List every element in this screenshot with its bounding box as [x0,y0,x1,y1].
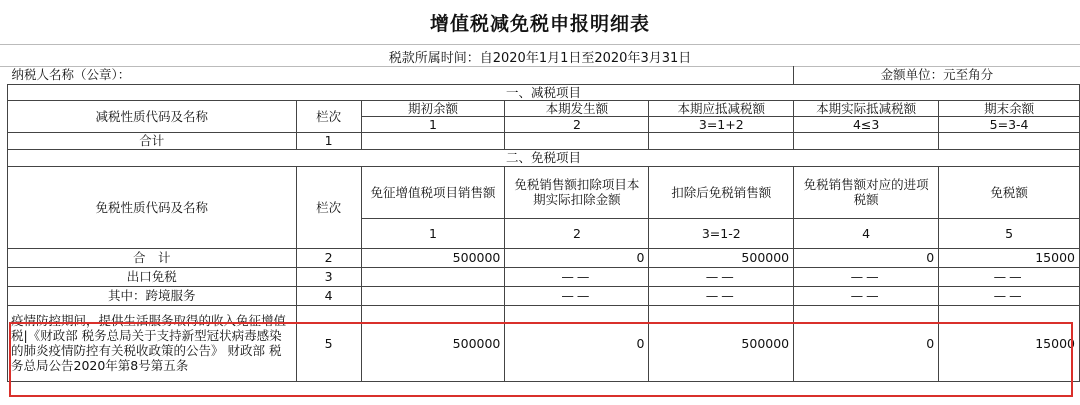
unit-label: 金额单位：元至角分 [794,66,1080,84]
table-row [8,267,1080,286]
row-label: 出口免税 [8,267,297,286]
cell-value: 0 [794,305,939,381]
s1-col-number: 3=1+2 [649,116,794,132]
s1-col-number: 2 [505,116,649,132]
cell-value: —— [505,267,649,286]
cell-value: 500000 [361,305,505,381]
tax-period: 税款所属时间：自2020年1月1日至2020年3月31日 [0,44,1080,67]
s2-col-header: 免税额 [939,166,1080,218]
detail-table [7,66,1080,382]
taxpayer-row [8,66,1080,84]
s1-col-number: 4≤3 [794,116,939,132]
cell-value: —— [939,286,1080,305]
s2-col-number: 5 [939,218,1080,248]
s1-col-number: 5=3-4 [939,116,1080,132]
cell-value [361,286,505,305]
s2-col-number: 3=1-2 [649,218,794,248]
row-number: 5 [296,305,361,381]
cell-value: 500000 [649,305,794,381]
s1-total-row: 1 [296,132,361,149]
cell-value: —— [939,267,1080,286]
table-row [8,286,1080,305]
s1-col-header: 期末余额 [939,100,1080,116]
cell-value: —— [794,267,939,286]
s1-col-number: 1 [361,116,505,132]
cell-value: —— [649,267,794,286]
row-label: 疫情防控期间，提供生活服务取得的收入免征增值税|《财政部 税务总局关于支持新型冠状病毒感染的肺炎疫情防控有关税收政策的公告》 财政部 税务总局公告2020年第8号第五条 [8,305,297,381]
s1-col-header: 本期发生额 [505,100,649,116]
row-number: 3 [296,267,361,286]
s2-col-number: 1 [361,218,505,248]
row-label: 合 计 [8,248,297,267]
section1-name-header: 减税性质代码及名称 [8,100,297,132]
s2-col-header: 免税销售额对应的进项税额 [794,166,939,218]
table-row [8,305,1080,381]
cell-value: 0 [505,248,649,267]
cell-value: 0 [794,248,939,267]
table-row [8,248,1080,267]
section1-row-header: 栏次 [296,100,361,132]
section1-title: 一、减税项目 [8,84,1080,100]
s1-col-header: 期初余额 [361,100,505,116]
cell-value [361,267,505,286]
row-number: 4 [296,286,361,305]
row-label: 其中：跨境服务 [8,286,297,305]
section2-title: 二、免税项目 [8,149,1080,166]
s1-col-header: 本期应抵减税额 [649,100,794,116]
cell-value: 0 [505,305,649,381]
s2-col-header: 免征增值税项目销售额 [361,166,505,218]
cell-value: —— [649,286,794,305]
cell-value: 15000 [939,305,1080,381]
cell-value: —— [794,286,939,305]
section2-row-header: 栏次 [296,166,361,248]
s1-total-label: 合计 [8,132,297,149]
form-title: 增值税减免税申报明细表 [429,12,650,35]
cell-value: 500000 [361,248,505,267]
row-number: 2 [296,248,361,267]
s2-col-number: 4 [794,218,939,248]
cell-value: 500000 [649,248,794,267]
s1-col-header: 本期实际抵减税额 [794,100,939,116]
taxpayer-label: 纳税人名称（公章）： [8,66,794,84]
s2-col-header: 扣除后免税销售额 [649,166,794,218]
s2-col-header: 免税销售额扣除项目本期实际扣除金额 [505,166,649,218]
section2-name-header: 免税性质代码及名称 [8,166,297,248]
cell-value: 15000 [939,248,1080,267]
s2-col-number: 2 [505,218,649,248]
cell-value: —— [505,286,649,305]
